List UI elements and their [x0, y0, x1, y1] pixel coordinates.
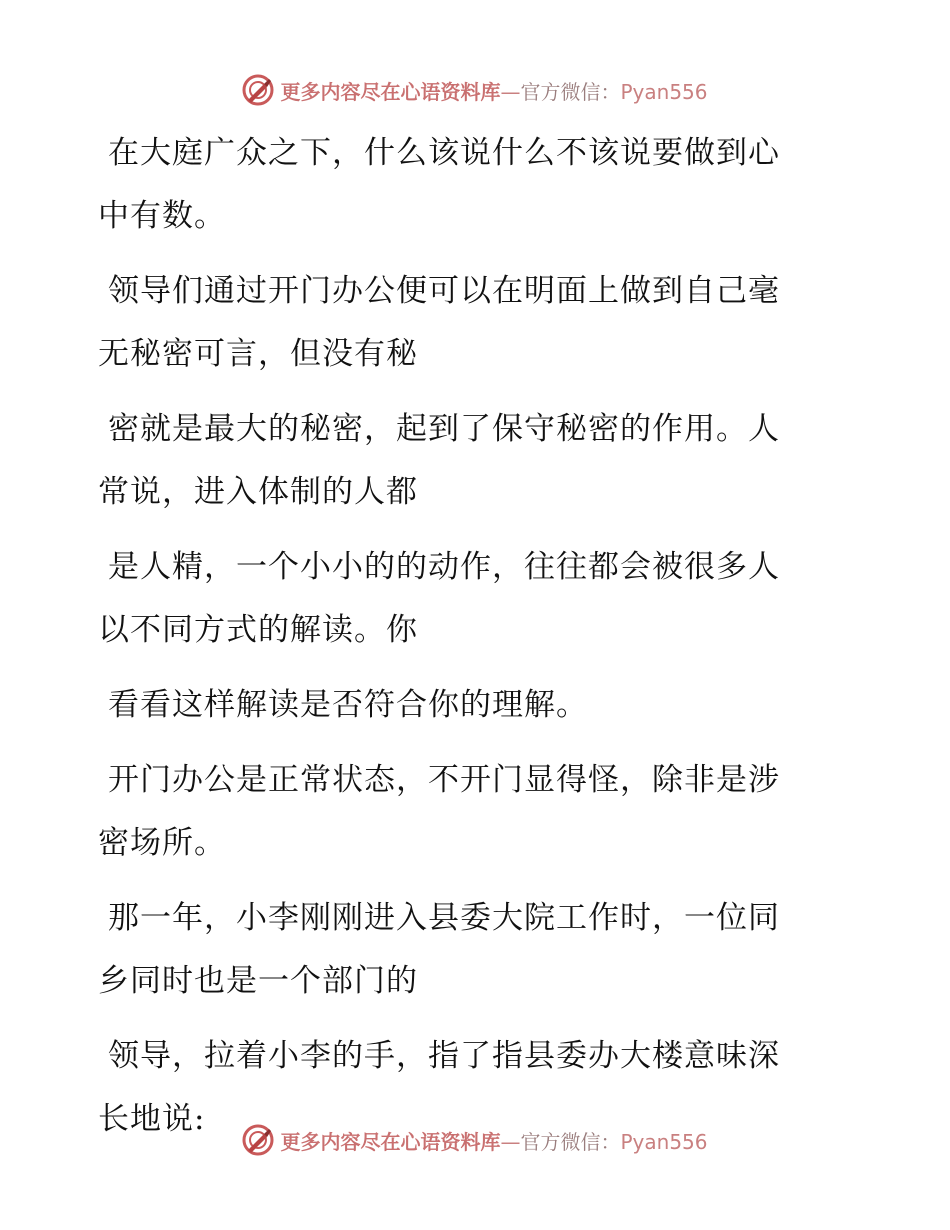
paragraph-line: 密就是最大的秘密，起到了保守秘密的作用。人 [108, 411, 780, 447]
paragraph-line: 领导，拉着小李的手，指了指县委办大楼意味深 [108, 1038, 780, 1074]
paragraph [98, 122, 838, 248]
paragraph-line: 以不同方式的解读。你 [98, 612, 418, 648]
paragraph [98, 260, 838, 386]
footer-watermark [0, 1120, 950, 1160]
paragraph-line: 领导们通过开门办公便可以在明面上做到自己毫 [108, 273, 780, 309]
paragraph [98, 398, 838, 524]
watermark-text [280, 76, 707, 105]
paragraph-line: 密场所。 [98, 825, 226, 861]
paragraph-line: 那一年，小李刚刚进入县委大院工作时，一位同 [108, 900, 780, 936]
watermark-main: 更多内容尽在心语资料库 [280, 1129, 501, 1154]
paragraph-line: 中有数。 [98, 198, 226, 234]
paragraph-line: 在大庭广众之下，什么该说什么不该说要做到心 [108, 135, 780, 171]
watermark-sub: 官方微信： [520, 1129, 621, 1154]
paragraph [98, 674, 838, 737]
pen-logo-icon [242, 1124, 274, 1156]
paragraph-line: 乡同时也是一个部门的 [98, 963, 418, 999]
watermark-sub: 官方微信： [520, 79, 621, 104]
paragraph-line: 常说，进入体制的人都 [98, 474, 418, 510]
watermark-id: Pyan556 [620, 79, 708, 104]
paragraph-line: 是人精，一个小小的的动作，往往都会被很多人 [108, 549, 780, 585]
paragraph [98, 536, 838, 662]
watermark-dash: — [500, 1129, 521, 1154]
paragraph [98, 887, 838, 1013]
paragraph [98, 749, 838, 875]
watermark-text [280, 1126, 707, 1155]
document-body [98, 122, 838, 1163]
watermark-dash: — [500, 79, 521, 104]
paragraph-line: 看看这样解读是否符合你的理解。 [108, 687, 588, 723]
pen-logo-icon [242, 74, 274, 106]
paragraph-line: 长地说: [98, 1101, 206, 1137]
watermark-id: Pyan556 [620, 1129, 708, 1154]
header-watermark [0, 70, 950, 110]
watermark-main: 更多内容尽在心语资料库 [280, 79, 501, 104]
paragraph-line: 无秘密可言，但没有秘 [98, 336, 418, 372]
paragraph-line: 开门办公是正常状态，不开门显得怪，除非是涉 [108, 762, 780, 798]
